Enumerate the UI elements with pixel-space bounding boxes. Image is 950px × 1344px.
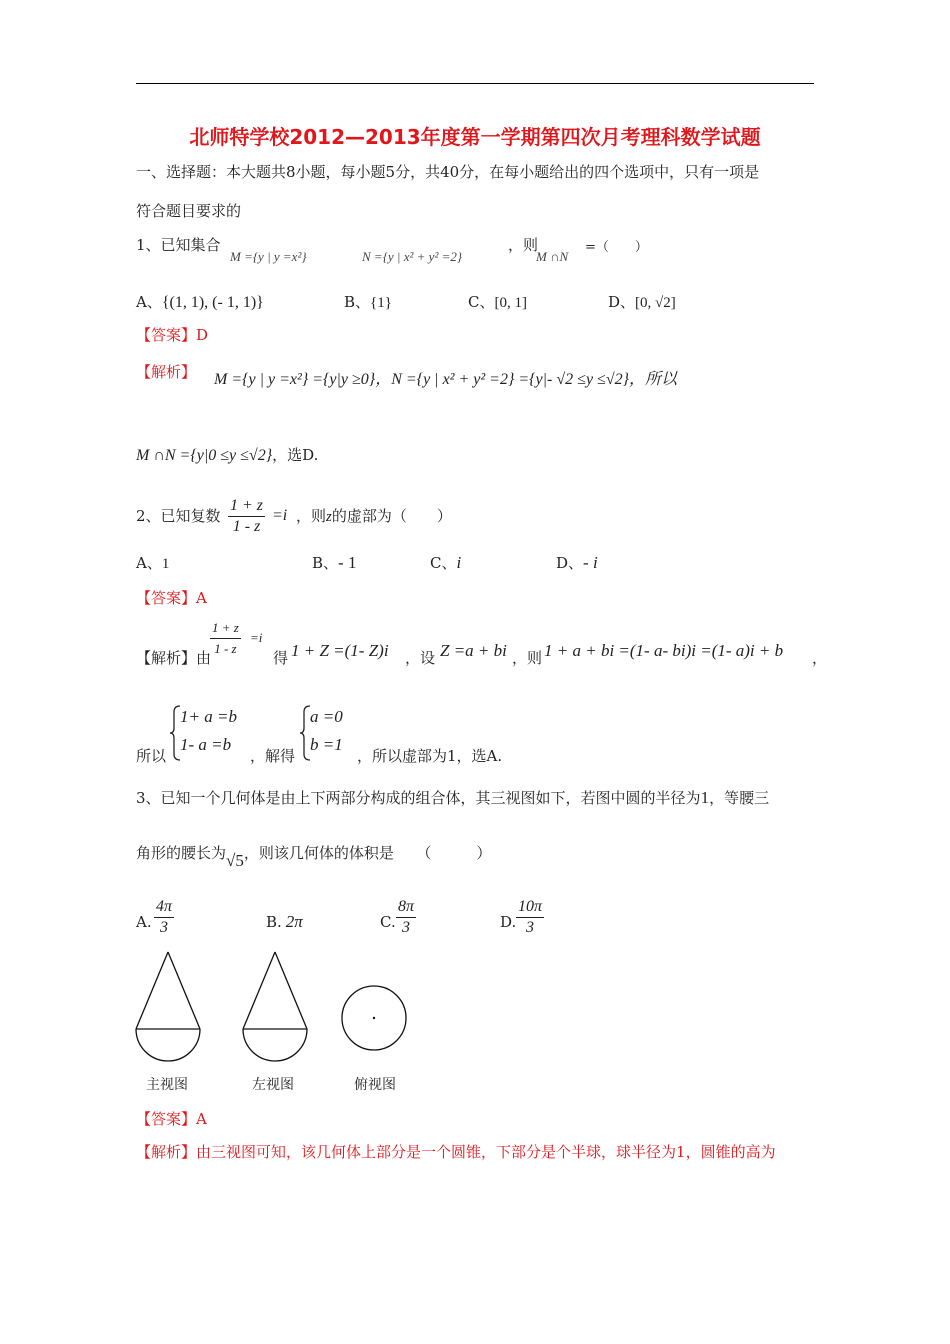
q1-stem-prefix: 1、已知集合 [136,236,221,254]
q1-option-c [468,292,527,313]
frac-den: 1 - z [214,641,237,656]
option-label: A、 [136,293,162,311]
q2-stem-mid [296,506,452,527]
section-instructions-line1: 一、选择题：本大题共8小题，每小题5分，共40分，在每小题给出的四个选项中，只有一项是 [136,163,760,181]
q2-solve: ，解得 [250,747,296,765]
q1-stem-mid: ，则 [508,236,539,254]
q2-so: 所以 [136,747,167,765]
option-label: B、 [344,293,371,311]
top-view-figure [338,984,410,1056]
option-label: D、 [556,554,584,572]
analysis-tag: 【解析】 [136,1143,197,1161]
q2-option-c [430,553,461,573]
analysis-tag: 【解析】 [136,649,197,667]
q2-analysis-get: 得 [273,649,289,667]
frac-num: 10π [516,897,544,918]
analysis-text: 由三视图可知，该几何体上部分是一个圆锥，下部分是个半球，球半径为1，圆锥的高为 [196,1143,776,1161]
answer-tag: 【答案】 [136,326,197,344]
q2-analysis-set: ，设 [405,649,436,667]
q2-analysis-then: ，则 [512,649,543,667]
q2-var: z [326,509,332,525]
q2-analysis-eq2: Z =a + bi [440,641,507,660]
q3-option-c-label: C. [380,913,396,931]
option-value: [0, √2] [635,295,676,311]
q2-answer [136,588,207,608]
answer-value: D [196,326,209,344]
q3-option-c-frac [396,897,416,938]
q2-analysis-eq: =i [250,630,263,645]
q2-system2-eq2: b =1 [310,735,343,754]
q2-system2-eq1: a =0 [310,707,343,726]
q1-analysis-tag: 【解析】 [136,363,197,381]
q1-analysis-math: M ∩N ={y|0 ≤y ≤√2} [136,447,273,464]
q2-stem-suffix: 的虚部为（ ） [331,507,452,525]
q1-option-b [344,292,392,313]
q1-stem [136,235,221,255]
option-value: i [456,553,462,572]
q3-radius: 1 [700,788,710,807]
q1-option-d [608,292,676,313]
front-view-figure [130,948,210,1068]
q3-line2-prefix: 角形的腰长为 [136,844,227,862]
q3-option-d-label: D. [500,913,517,931]
q3-option-b [266,912,303,932]
option-value: {1} [370,295,392,311]
q2-conclusion: ，所以虚部为1，选A. [357,747,503,765]
q2-option-a [136,553,169,574]
q1-set-m: M ={y | y =x²} [230,249,307,264]
q3-line1-suffix: ，等腰三 [709,789,770,807]
q1-analysis-end: ，选D. [272,446,319,464]
q3-line2 [136,843,492,870]
q3-line2-suffix: ，则该几何体的体积是 （ ） [243,844,492,862]
q2-option-b [312,553,356,573]
section-instructions-line2: 符合题目要求的 [136,202,242,220]
side-view-figure [237,948,317,1068]
top-view-caption: 俯视图 [354,1077,396,1093]
q2-analysis-eq1: 1 + Z =(1- Z)i [291,641,389,660]
frac-num: 8π [396,897,416,918]
q3-option-d-frac [516,897,544,938]
answer-value: A [196,589,207,607]
option-label: D、 [608,293,636,311]
frac-den: 3 [160,919,168,936]
frac-num: 1 + z [210,618,241,639]
q1-analysis-line2 [136,444,318,467]
q2-option-d [556,553,598,573]
q2-fraction [228,496,265,537]
q2-frac-num: 1 + z [228,496,265,517]
option-value: - i [583,553,598,572]
q1-analysis-line1: M ={y | y =x²} ={y|y ≥0}，N ={y | x² + y² =2} ={y|- √2 ≤y ≤√2}，所以 [214,371,678,388]
page-title: 北师特学校2012—2013年度第一学期第四次月考理科数学试题 [189,125,761,149]
option-value: [0, 1] [494,295,527,311]
option-label: C、 [430,554,457,572]
analysis-by: 由 [196,649,212,667]
frac-den: 3 [526,919,534,936]
q2-analysis-start [136,648,211,668]
option-label: B. [266,913,282,931]
answer-tag: 【答案】 [136,589,197,607]
q1-stem-suffix: =（ ） [585,240,648,255]
q3-answer [136,1109,207,1129]
frac-num: 4π [154,897,174,918]
side-view-caption: 左视图 [252,1077,294,1093]
q2-frac-den: 1 - z [232,518,261,535]
q1-intersect: M ∩N [536,249,569,264]
q2-system1-eq2: 1- a =b [180,735,232,754]
q2-stem-eq: =i [272,507,288,524]
frac-den: 3 [402,919,410,936]
q1-option-a [136,292,264,313]
q2-analysis-eq3: 1 + a + bi =(1- a- bi)i =(1- a)i + b [544,641,784,660]
q3-option-a-frac [154,897,174,938]
option-value: - 1 [338,553,357,572]
option-label: B、 [312,554,339,572]
q3-option-a-label: A. [136,913,152,931]
q2-analysis-fraction [210,618,241,659]
option-label: A、 [136,554,162,572]
q1-set-n: N ={y | x² + y² =2} [362,249,463,264]
option-value: 1 [161,556,170,572]
header-rule [136,83,814,84]
answer-value: A [196,1110,207,1128]
front-view-caption: 主视图 [146,1077,188,1093]
option-value: {(1, 1), (- 1, 1)} [161,294,264,311]
q1-answer [136,325,208,345]
q3-analysis [136,1142,776,1162]
option-label: C、 [468,293,495,311]
option-value: 2π [285,912,303,931]
q3-line1 [136,788,769,808]
q3-leg: √5 [226,851,244,870]
q3-line1-prefix: 3、已知一个几何体是由上下两部分构成的组合体，其三视图如下，若图中圆的半径为 [136,789,701,807]
q2-system1-eq1: 1+ a =b [180,707,237,726]
q2-stem-prefix: 2、已知复数 [136,507,221,525]
answer-tag: 【答案】 [136,1110,197,1128]
q2-stem-then: ，则 [296,507,327,525]
q2-analysis-comma: ， [812,649,828,667]
